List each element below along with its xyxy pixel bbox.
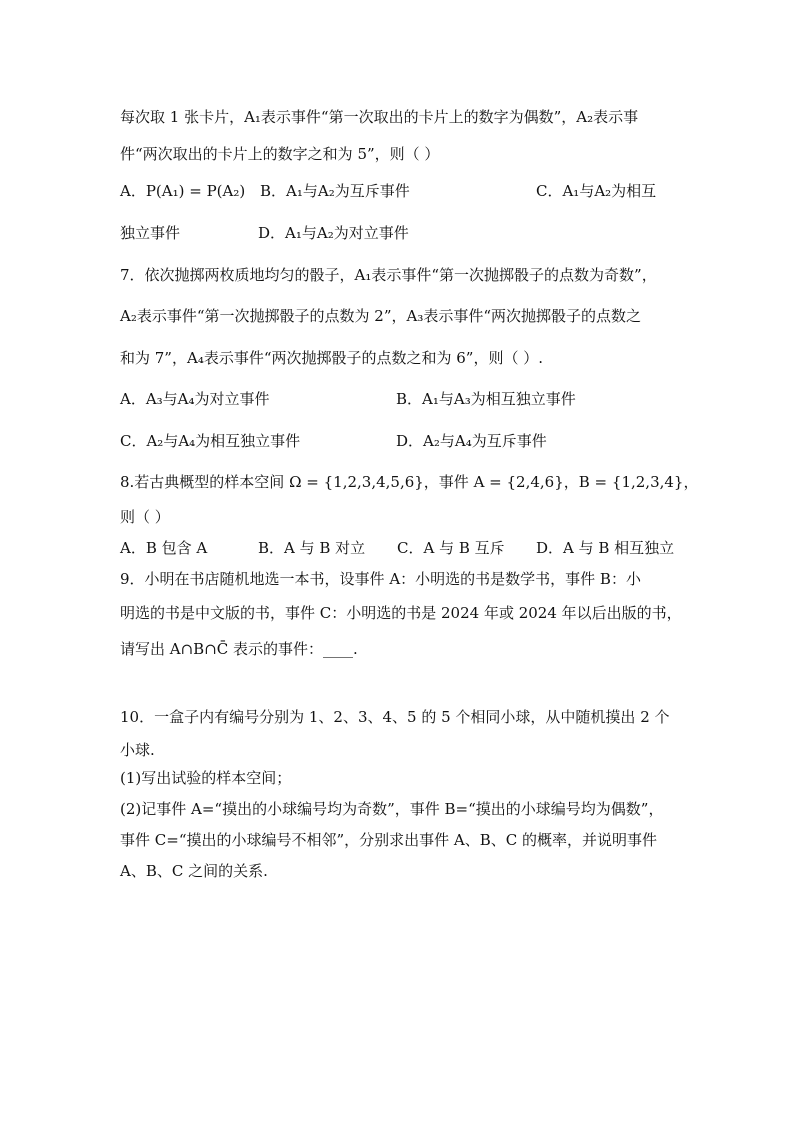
q7-option-a: A．A₃与A₄为对立事件 <box>120 390 270 408</box>
q6-line-2: 件“两次取出的卡片上的数字之和为 5”，则（ ） <box>120 145 440 163</box>
q7-option-d: D．A₂与A₄为互斥事件 <box>396 432 547 450</box>
q8-option-b: B．A 与 B 对立 <box>258 539 366 557</box>
q6-option-a: A．P(A₁) = P(A₂) <box>120 182 246 200</box>
q7-option-b: B．A₁与A₃为相互独立事件 <box>396 390 576 408</box>
q7-line-1: 7．依次抛掷两枚质地均匀的骰子，A₁表示事件“第一次抛掷骰子的点数为奇数”， <box>120 266 657 284</box>
q8-option-a: A．B 包含 A <box>120 539 208 557</box>
q6-option-c-cont: 独立事件 <box>120 224 181 242</box>
q10-line-4: (2)记事件 A=“摸出的小球编号均为奇数”，事件 B=“摸出的小球编号均为偶数”， <box>120 800 664 818</box>
q8-option-c: C．A 与 B 互斥 <box>397 539 505 557</box>
q9-line-1: 9．小明在书店随机地选一本书，设事件 A：小明选的书是数学书，事件 B：小 <box>120 570 641 588</box>
q6-option-b: B．A₁与A₂为互斥事件 <box>260 182 410 200</box>
q7-line-2: A₂表示事件“第一次抛掷骰子的点数为 2”，A₃表示事件“两次抛掷骰子的点数之 <box>120 307 642 325</box>
q6-line-1: 每次取 1 张卡片，A₁表示事件“第一次取出的卡片上的数字为偶数”，A₂表示事 <box>120 108 639 126</box>
q10-line-3: (1)写出试验的样本空间； <box>120 769 292 787</box>
q9-line-2: 明选的书是中文版的书，事件 C：小明选的书是 2024 年或 2024 年以后出版的书， <box>120 604 682 622</box>
q9-line-3: 请写出 A∩B∩C̄ 表示的事件：____. <box>120 640 358 658</box>
q6-option-c: C．A₁与A₂为相互 <box>536 182 657 200</box>
q8-line-2: 则（ ） <box>120 508 170 526</box>
q10-line-5: 事件 C=“摸出的小球编号不相邻”，分别求出事件 A、B、C 的概率，并说明事件 <box>120 831 658 849</box>
q10-line-2: 小球. <box>120 741 155 759</box>
q10-line-1: 10．一盒子内有编号分别为 1、2、3、4、5 的 5 个相同小球，从中随机摸出 2 个 <box>120 708 670 726</box>
q6-option-d: D．A₁与A₂为对立事件 <box>258 224 409 242</box>
q10-line-6: A、B、C 之间的关系. <box>120 862 268 880</box>
q7-line-3: 和为 7”，A₄表示事件“两次抛掷骰子的点数之和为 6”，则（ ）. <box>120 349 544 367</box>
q8-option-d: D．A 与 B 相互独立 <box>536 539 675 557</box>
q8-line-1: 8.若古典概型的样本空间 Ω = {1,2,3,4,5,6}，事件 A = {2,4,6}，B = {1,2,3,4}， <box>120 473 699 491</box>
q7-option-c: C．A₂与A₄为相互独立事件 <box>120 432 301 450</box>
